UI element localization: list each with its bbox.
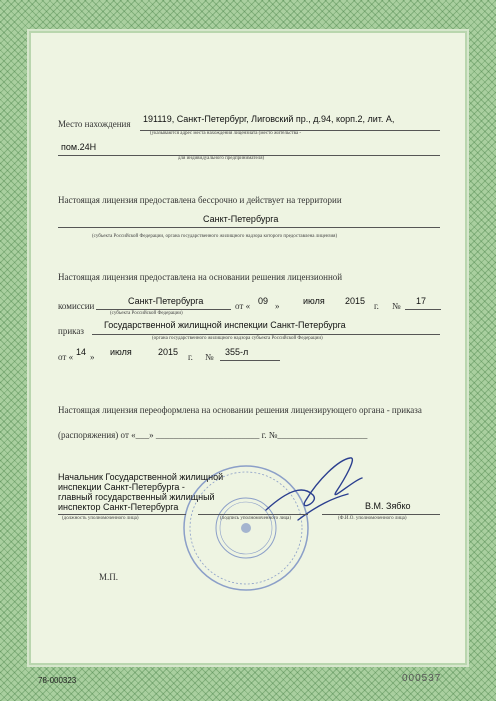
commission-caption: (субъекта Российской Федерации): [110, 311, 183, 316]
basis-text: Настоящая лицензия предоставлена на основании решения лицензионной: [58, 272, 343, 282]
order-line: [92, 334, 440, 335]
location-label: Место нахождения: [58, 119, 131, 129]
commission-day: 09: [258, 296, 269, 306]
position-line-3: главный государственный жилищный: [58, 492, 215, 502]
order-year: 2015: [158, 347, 179, 357]
order-number: 355-л: [225, 347, 249, 357]
order-from-label: от «: [58, 352, 74, 362]
reissue-text: Настоящая лицензия переоформлена на основании решения лицензирующего органа - приказа: [58, 405, 422, 415]
position-line-1: Начальник Государственной жилищной: [58, 472, 224, 482]
position-caption: (должность уполномоченного лица): [62, 516, 139, 521]
order-year-suffix: г.: [188, 352, 193, 362]
position-line-4: инспектор Санкт-Петербурга: [58, 502, 179, 512]
commission-line: [96, 309, 231, 310]
seal-place-label: М.П.: [99, 572, 119, 582]
position-line-2: инспекции Санкт-Петербурга -: [58, 482, 185, 492]
order-month: июля: [110, 347, 132, 357]
name-line: [322, 514, 440, 515]
order-close-quote: »: [90, 352, 95, 362]
territory-text: Настоящая лицензия предоставлена бессрочно и действует на территории: [58, 195, 342, 205]
location-value-2: пом.24Н: [61, 142, 97, 152]
commission-year: 2015: [345, 296, 366, 306]
order-label: приказ: [58, 326, 84, 336]
commission-month: июля: [303, 296, 325, 306]
commission-number: 17: [416, 296, 427, 306]
signatory-position: [58, 472, 223, 512]
signatory-name: В.М. Зябко: [365, 501, 411, 511]
location-caption-1: (указываются адрес места нахождения лицензиата (место жительства -: [150, 131, 302, 136]
year-suffix: г.: [374, 301, 379, 311]
location-caption-2: для индивидуального предпринимателя): [178, 156, 265, 161]
order-value: Государственной жилищной инспекции Санкт-Петербурга: [104, 320, 346, 330]
series-number: 78-000323: [38, 676, 77, 685]
commission-label: комиссии: [58, 301, 95, 311]
name-caption: (Ф.И.О. уполномоченного лица): [338, 516, 407, 521]
position-line: [58, 514, 186, 515]
order-number-sign: №: [205, 352, 214, 362]
signature-line: [198, 514, 308, 515]
location-value-1: 191119, Санкт-Петербург, Лиговский пр., д.94, корп.2, лит. А,: [143, 114, 395, 124]
territory-caption: (субъекта Российской Федерации, органа государственного жилищного надзора которого предоставлена лицензия): [92, 234, 338, 239]
reissue-line-2: (распоряжения) от «___» _______________________ г. №____________________: [58, 430, 368, 440]
territory-line: [58, 227, 440, 228]
from-label: от «: [235, 301, 251, 311]
territory-value: Санкт-Петербурга: [203, 214, 279, 224]
order-caption: (органа государственного жилищного надзора субъекта Российской Федерации): [152, 336, 323, 341]
form-number: 000537: [402, 673, 442, 684]
signature-caption: (подпись уполномоченного лица): [220, 516, 292, 521]
close-quote: »: [275, 301, 280, 311]
commission-value: Санкт-Петербурга: [128, 296, 204, 306]
order-day: 14: [76, 347, 87, 357]
number-sign: №: [392, 301, 401, 311]
number-line: [405, 309, 441, 310]
order-number-line: [220, 360, 280, 361]
